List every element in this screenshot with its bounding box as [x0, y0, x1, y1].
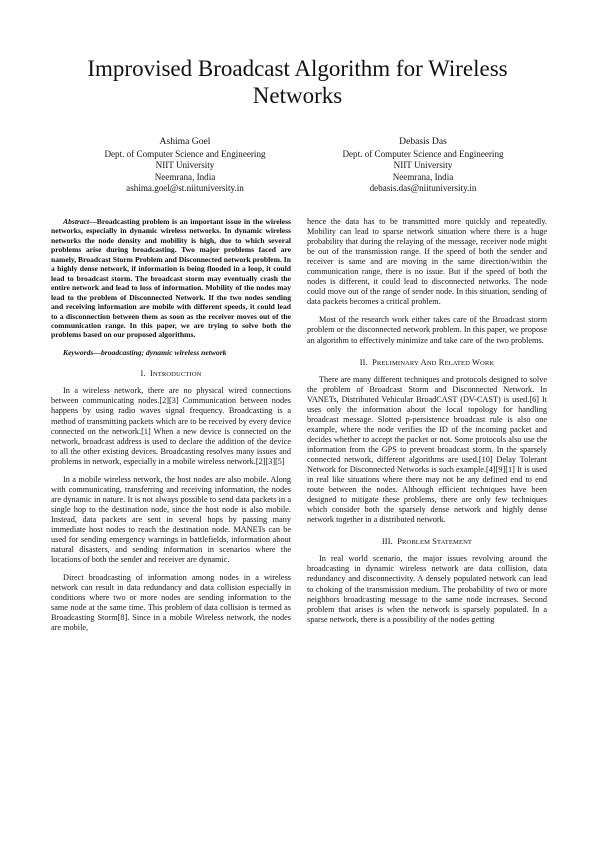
abstract-label: Abstract [63, 217, 90, 226]
author-email: ashima.goel@st.niituniversity.in [126, 183, 244, 193]
author-email: debasis.das@niituniversity.in [369, 183, 477, 193]
section-heading-problem-statement: III. PROBLEM STATEMENT [381, 537, 473, 547]
paragraph: hence the data has to be transmitted more quickly and repeatedly. Mobility can lead to sparse network situation where there is a huge probability that during the relaying of the message, receiver node might be out of the transmission range. If the speed of both the sender and receiver is same and are moving in the same direction/within the communication range, there is no issue. But if the speed of both the nodes is different, it could lead to disconnected networks. The node could move out of the range of sender node. In this situation, sending of data packets becomes a critical problem. [307, 217, 547, 307]
paragraph: There are many different techniques and protocols designed to solve the problem of Broadcast Storm and Disconnected Network. In VANETs, Distributed Vehicular BroadCAST (DV-CAST) is used.[6] It uses only the information about the local topology for handling broadcast message. Slotted p-persistence broadcast rule is also one example, where the node verifies the ID of the incoming packet and decides whether to accept the packet or not. Some protocols also use the information from the GPS to prevent broadcast storm. In the sparsely connected network, different algorithms are used.[10] Delay Tolerant Network for Disconnected Networks is such example.[4][9][1] It is used in real like situations where there may not be any defined end to end route between the nodes. Although efficient techniques have been designed to mitigate these problems, there are only few techniques which consider both the sparsely dense network and highly dense network together in a distributed network. [307, 374, 547, 525]
keywords-text: —broadcasting; dynamic wireless network [93, 347, 227, 357]
author-block-1 [70, 136, 300, 195]
section-heading-preliminary: II. PRELIMINARY AND RELATED WORK [359, 357, 495, 367]
author-city: Neemrana, India [392, 171, 454, 182]
paragraph: In a mobile wireless network, the host nodes are also mobile. Along with communicating, transferring and receiving information, the nodes are dynamic in nature. It is not always possible to send data packets in a single hop to the destination node, since the host node is also mobile. Instead, data packets are sent in several hops by passing many immediate host nodes to reach the destination node. MANETs can be used for sending emergency warnings in battlefields, information about natural disasters, and sending information in scenarios where the locations of both the sender and receiver are dynamic. [51, 474, 291, 565]
left-column [51, 217, 291, 633]
paragraph: In real world scenario, the major issues revolving around the broadcasting in dynamic wireless network are data collision, data redundancy and disconnectivity. A densely populated network can lead to choking of the transmission medium. The probability of two or more neighbors broadcasting message to the same node increases. Second problem that arises is when the network is sparsely populated. In a sparse network, there is a possibility of the nodes getting [307, 554, 547, 624]
keywords-label: Keywords [63, 347, 94, 357]
author-name: Debasis Das [399, 136, 447, 147]
abstract-text: —Broadcasting problem is an important issue in the wireless networks, especially in dynamic wireless networks. In dynamic wireless networks the node density and mobility is high, due to which several problems arise during broadcasting. Two major problems faced are namely, Broadcast Storm Problem and Disconnected network problem. In a highly dense network, if information is being flooded in a loop, it could lead to broadcast storm. The broadcast storm may eventually crash the entire network and lead to loss of information. Mobility of the nodes may lead to the problem of Disconnected Network. If the two nodes sending and receiving information are mobile with different speeds, it could lead to a disconnection between them as soon as the receiver moves out of the communication range. In this paper, we are trying to solve both the problems based on our proposed algorithms. [51, 217, 291, 340]
author-name: Ashima Goel [159, 136, 211, 147]
paragraph: Most of the research work either takes care of the Broadcast storm problem or the disconnected network problem. In this paper, we propose an algorithm to effectively minimize and take care of the two problems. [307, 315, 547, 345]
author-department: Dept. of Computer Science and Engineering [104, 148, 266, 159]
keywords [51, 348, 291, 357]
paragraph: In a wireless network, there are no physical wired connections between communicating nodes.[2][3] Communication between nodes happens by using radio waves signal frequency. Broadcasting is a method of transmitting packets which are to be received by every device connected on the network.[1] When a new device is connected on the network, broadcast address is used to declare the addition of the device to all the other existing devices. Broadcasting resolves many issues and problems in network, especially in a mobile wireless network.[2][3][5] [51, 386, 291, 466]
author-block-2 [308, 136, 538, 195]
section-heading-introduction: I. INTRODUCTION [140, 369, 202, 379]
author-university: NIIT University [155, 160, 215, 170]
right-column [307, 217, 547, 625]
author-city: Neemrana, India [154, 171, 216, 182]
abstract [51, 217, 291, 340]
paragraph: Direct broadcasting of information among nodes in a wireless network can result in data redundancy and data collision especially in conditions where two or more nodes are sending information to the same node at the same time. This problem of data collision is termed as Broadcasting Storm[8]. Since in a mobile Wireless network, the nodes are mobile, [51, 573, 291, 633]
author-department: Dept. of Computer Science and Engineering [342, 148, 504, 159]
paper-title: Improvised Broadcast Algorithm for Wireless Networks [87, 56, 508, 108]
author-university: NIIT University [393, 160, 453, 170]
